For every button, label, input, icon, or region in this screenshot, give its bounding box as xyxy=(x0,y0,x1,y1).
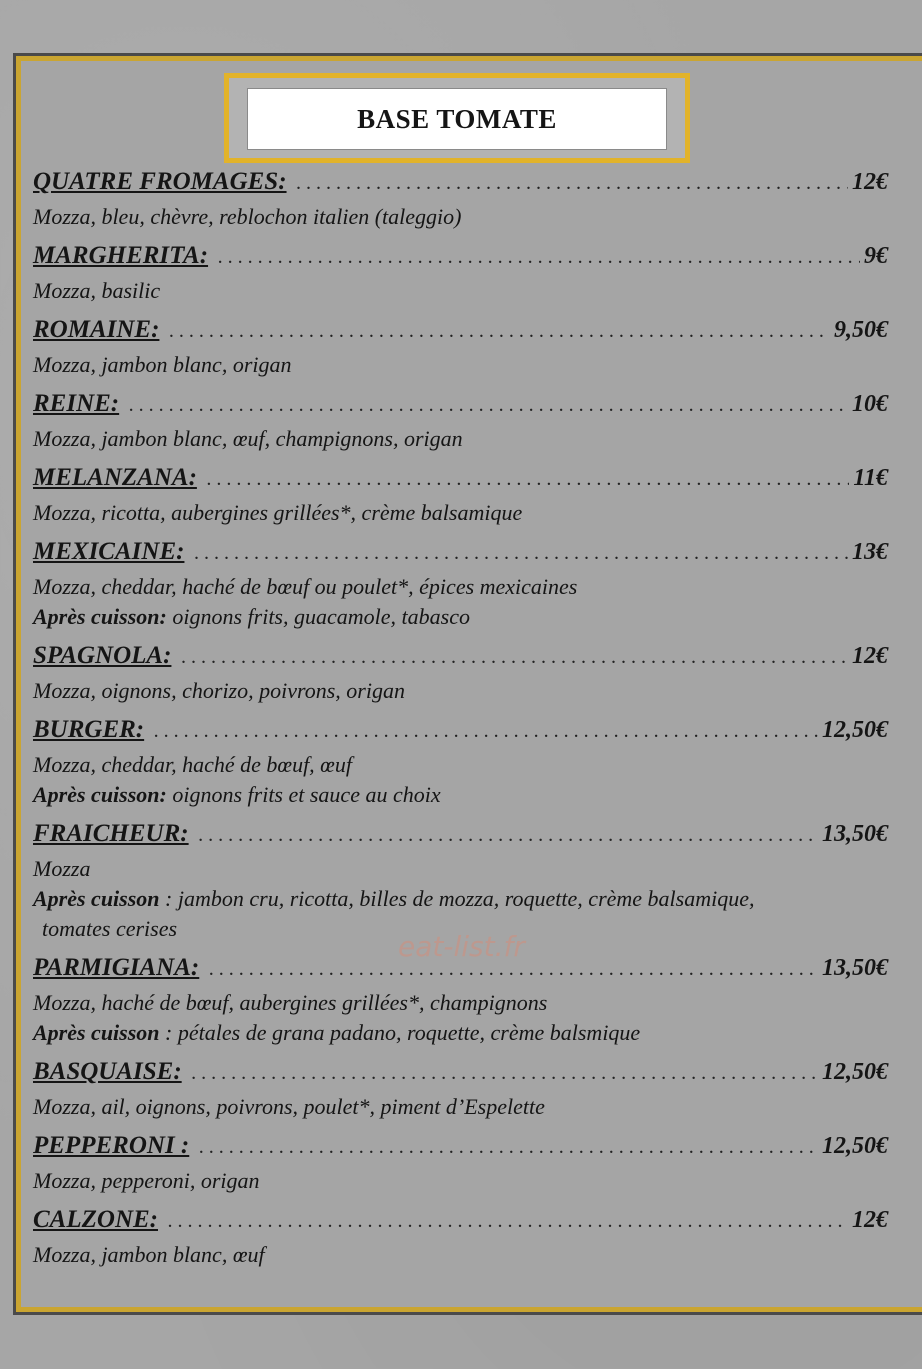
item-description: Mozza, jambon blanc, origan xyxy=(33,352,292,377)
item-name: ROMAINE: xyxy=(33,316,160,343)
dot-leader xyxy=(207,468,849,491)
menu-item-header xyxy=(33,464,888,498)
dot-leader xyxy=(129,394,848,417)
menu-item xyxy=(33,538,888,642)
after-cooking-text: oignons frits, guacamole, tabasco xyxy=(166,604,470,629)
spacer xyxy=(33,1196,888,1206)
item-name: QUATRE FROMAGES: xyxy=(33,168,287,195)
item-name: BURGER: xyxy=(33,716,145,743)
dot-leader xyxy=(154,720,818,743)
item-price: 12€ xyxy=(852,1207,888,1233)
after-cooking-text: : pétales de grana padano, roquette, crème balsmique xyxy=(159,1020,641,1045)
item-description: Mozza, ricotta, aubergines grillées*, crème balsamique xyxy=(33,500,523,525)
page-title: BASE TOMATE xyxy=(247,88,667,150)
item-description: Mozza, cheddar, haché de bœuf, œuf xyxy=(33,752,352,777)
item-name: PEPPERONI : xyxy=(33,1132,190,1159)
menu-item-header xyxy=(33,1132,888,1166)
spacer xyxy=(33,232,888,242)
item-name: MELANZANA: xyxy=(33,464,197,491)
item-description: Mozza, pepperoni, origan xyxy=(33,1168,260,1193)
spacer xyxy=(33,306,888,316)
item-description: Mozza xyxy=(33,856,91,881)
item-name: FRAICHEUR: xyxy=(33,820,189,847)
menu-item-header xyxy=(33,168,888,202)
menu-item-header xyxy=(33,1206,888,1240)
title-box xyxy=(224,73,690,163)
after-cooking xyxy=(33,602,888,632)
after-cooking-text: oignons frits et sauce au choix xyxy=(166,782,441,807)
item-name: SPAGNOLA: xyxy=(33,642,172,669)
menu-item xyxy=(33,316,888,390)
menu-item xyxy=(33,464,888,538)
menu-item-header xyxy=(33,820,888,854)
dot-leader xyxy=(218,246,860,269)
item-price: 12,50€ xyxy=(822,1133,888,1159)
item-description: Mozza, oignons, chorizo, poivrons, origan xyxy=(33,678,405,703)
item-description: Mozza, cheddar, haché de bœuf ou poulet*, épices mexicaines xyxy=(33,574,578,599)
item-price: 13,50€ xyxy=(822,821,888,847)
spacer xyxy=(33,810,888,820)
menu-item-header xyxy=(33,642,888,676)
item-description: Mozza, bleu, chèvre, reblochon italien (taleggio) xyxy=(33,204,462,229)
after-cooking-label: Après cuisson xyxy=(33,1020,160,1045)
item-name: REINE: xyxy=(33,390,120,417)
spacer xyxy=(33,632,888,642)
item-price: 9,50€ xyxy=(834,317,888,343)
spacer xyxy=(33,380,888,390)
menu-item-header xyxy=(33,1058,888,1092)
item-description: Mozza, jambon blanc, œuf xyxy=(33,1242,265,1267)
item-price: 12€ xyxy=(852,169,888,195)
after-cooking-label: Après cuisson: xyxy=(33,782,167,807)
after-cooking-continued: tomates cerises xyxy=(42,916,178,941)
menu-item-header xyxy=(33,716,888,750)
menu-item xyxy=(33,716,888,820)
menu-item-header xyxy=(33,316,888,350)
spacer xyxy=(33,454,888,464)
item-name: PARMIGIANA: xyxy=(33,954,200,981)
item-price: 10€ xyxy=(852,391,888,417)
item-description: Mozza, jambon blanc, œuf, champignons, origan xyxy=(33,426,463,451)
menu-item xyxy=(33,1058,888,1132)
after-cooking-text: : jambon cru, ricotta, billes de mozza, roquette, crème balsamique, xyxy=(159,886,755,911)
spacer xyxy=(33,1122,888,1132)
menu-item xyxy=(33,1206,888,1280)
spacer xyxy=(33,1048,888,1058)
menu-item-header xyxy=(33,390,888,424)
item-price: 11€ xyxy=(853,465,888,491)
dot-leader xyxy=(168,1210,848,1233)
dot-leader xyxy=(199,824,818,847)
menu-item-header xyxy=(33,538,888,572)
spacer xyxy=(33,706,888,716)
menu-item xyxy=(33,168,888,242)
item-price: 13€ xyxy=(852,539,888,565)
dot-leader xyxy=(192,1062,818,1085)
menu-item xyxy=(33,390,888,464)
spacer xyxy=(33,1270,888,1280)
menu-item-header xyxy=(33,242,888,276)
item-price: 13,50€ xyxy=(822,955,888,981)
dot-leader xyxy=(199,1136,818,1159)
menu-item xyxy=(33,242,888,316)
item-name: BASQUAISE: xyxy=(33,1058,182,1085)
dot-leader xyxy=(297,172,848,195)
item-description: Mozza, haché de bœuf, aubergines grillées*, champignons xyxy=(33,990,548,1015)
after-cooking-label: Après cuisson: xyxy=(33,604,167,629)
item-name: CALZONE: xyxy=(33,1206,158,1233)
watermark: eat-list.fr xyxy=(398,930,525,963)
menu-list xyxy=(33,168,888,1280)
spacer xyxy=(33,528,888,538)
item-price: 9€ xyxy=(864,243,888,269)
after-cooking xyxy=(33,780,888,810)
after-cooking-label: Après cuisson xyxy=(33,886,160,911)
menu-item xyxy=(33,1132,888,1206)
menu-item xyxy=(33,954,888,1058)
dot-leader xyxy=(169,320,830,343)
item-price: 12,50€ xyxy=(822,717,888,743)
item-price: 12,50€ xyxy=(822,1059,888,1085)
item-price: 12€ xyxy=(852,643,888,669)
item-description: Mozza, ail, oignons, poivrons, poulet*, piment d’Espelette xyxy=(33,1094,545,1119)
after-cooking xyxy=(33,1018,888,1048)
dot-leader xyxy=(194,542,848,565)
item-description: Mozza, basilic xyxy=(33,278,161,303)
menu-item xyxy=(33,642,888,716)
dot-leader xyxy=(181,646,848,669)
item-name: MARGHERITA: xyxy=(33,242,209,269)
item-name: MEXICAINE: xyxy=(33,538,185,565)
